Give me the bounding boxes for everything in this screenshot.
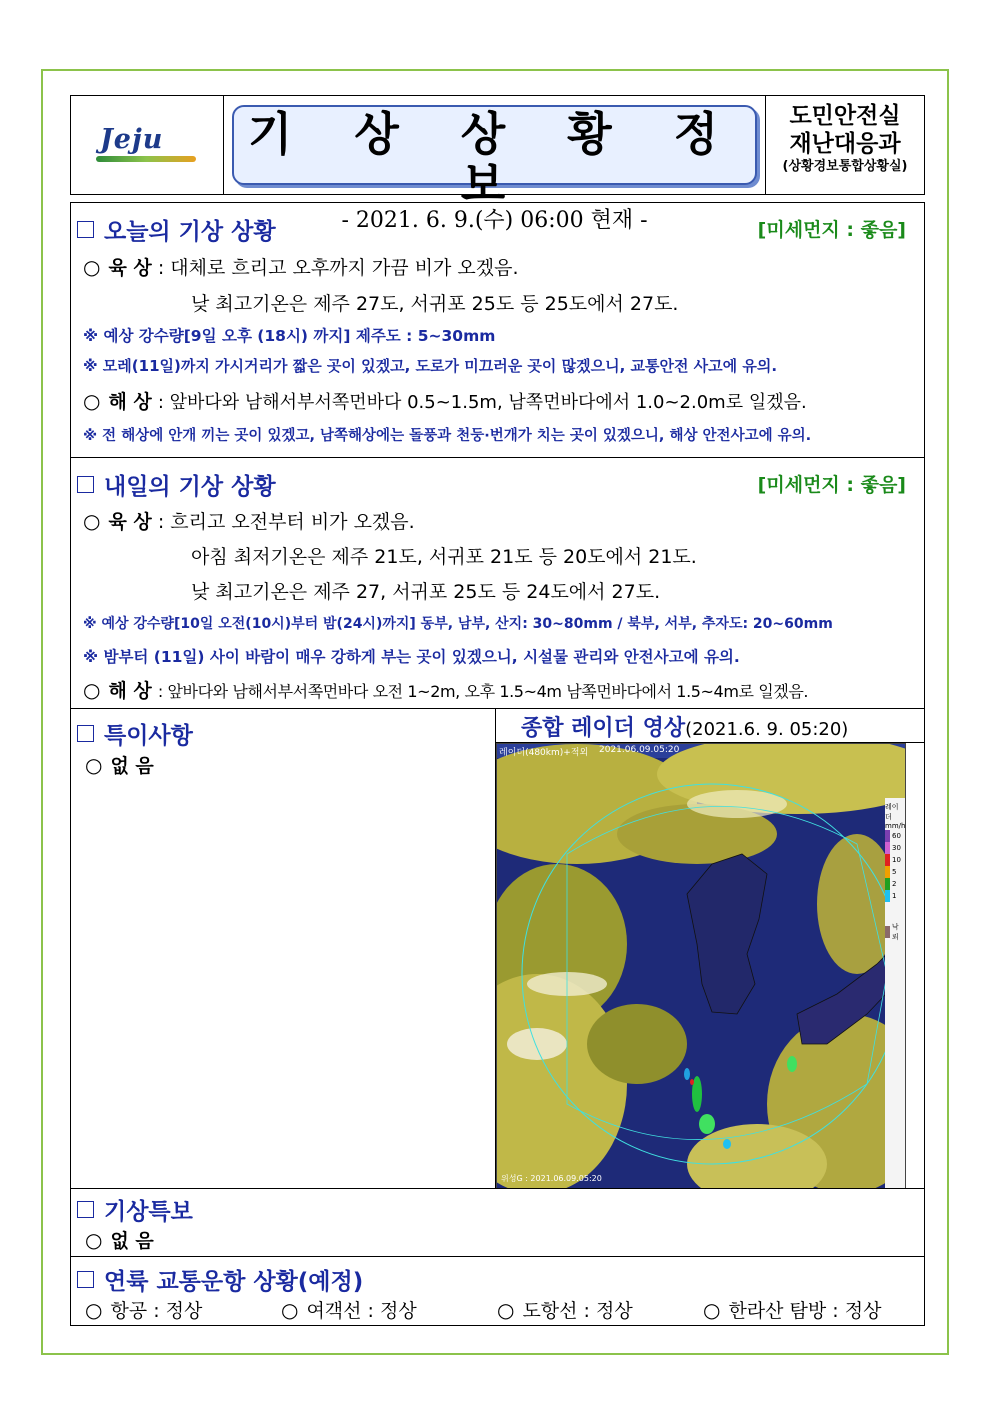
scale-label: 5 [892, 868, 897, 876]
radar-caption-right: 2021.06.09.05:20 [599, 745, 680, 755]
warning-item-text: 없 음 [110, 1230, 154, 1252]
warning-title-text: 기상특보 [104, 1199, 193, 1225]
circle-bullet-icon: ○ [281, 1298, 299, 1322]
traffic-item-island-ferry [497, 1296, 633, 1323]
today-note-1: ※ 예상 강수량[9일 오후 (18시) 까지] 제주도 : 5~30mm [83, 327, 496, 345]
radar-footer: 위성G : 2021.06.09.05:20 [501, 1174, 602, 1183]
radar-scale-legend [885, 798, 905, 1188]
checkbox-icon [77, 476, 94, 493]
radar-image [496, 743, 906, 1189]
scale-row [885, 890, 905, 902]
checkbox-icon [77, 1271, 94, 1288]
tomorrow-section-title [77, 468, 276, 501]
divider [71, 708, 924, 709]
traffic-item-hallasan [703, 1296, 881, 1323]
scale-label: 60 [892, 832, 901, 840]
title-box [232, 105, 757, 233]
checkbox-icon [77, 221, 94, 238]
report-body [70, 202, 925, 1326]
circle-bullet-icon: ○ [85, 753, 103, 777]
today-sea-line [83, 387, 807, 414]
circle-bullet-icon: ○ [85, 1298, 103, 1322]
scale-label: 2 [892, 880, 897, 888]
today-land-label: 육 상 [108, 257, 152, 279]
checkbox-icon [77, 1201, 94, 1218]
scale-swatch [885, 842, 890, 854]
circle-bullet-icon: ○ [83, 389, 101, 413]
warning-item [85, 1226, 154, 1253]
page-title: 기 상 상 황 정 보 [247, 107, 742, 211]
special-item-text: 없 음 [110, 755, 154, 777]
tomorrow-land-text-3: 낮 최고기온은 제주 27, 서귀포 25도 등 24도에서 27도. [191, 581, 661, 603]
scale-label: mm/h [885, 822, 906, 830]
scale-row [885, 830, 905, 842]
logo-text: Jeju [100, 124, 164, 155]
special-section-title [77, 717, 193, 750]
today-sea-label: 해 상 [108, 391, 152, 413]
today-land-line [83, 253, 519, 280]
scale-label: 30 [892, 844, 901, 852]
checkbox-icon [77, 725, 94, 742]
tomorrow-land-text-1: : 흐리고 오전부터 비가 오겠음. [157, 511, 415, 533]
traffic-section-title [77, 1263, 363, 1296]
tomorrow-dust-status: [미세먼지 : 좋음] [757, 474, 906, 496]
today-title-text: 오늘의 기상 상황 [104, 219, 276, 245]
traffic-item-text: 여객선 : 정상 [306, 1300, 417, 1322]
tomorrow-note-1: ※ 예상 강수량[10일 오전(10시)부터 밤(24시)까지] 동부, 남부, 산지: 30~80mm / 북부, 서부, 추자도: 20~60mm [83, 616, 833, 632]
radar-title [521, 711, 848, 742]
scale-label: 1 [892, 892, 897, 900]
traffic-item-text: 도항선 : 정상 [522, 1300, 633, 1322]
special-item [85, 751, 154, 778]
circle-bullet-icon: ○ [703, 1298, 721, 1322]
traffic-title-text: 연륙 교통운항 상황(예정) [104, 1269, 364, 1295]
radar-date: (2021.6. 9. 05:20) [685, 719, 849, 740]
tomorrow-sea-label: 해 상 [108, 680, 152, 702]
radar-title-text: 종합 레이더 영상 [521, 716, 686, 741]
tomorrow-land-text-2: 아침 최저기온은 제주 21도, 서귀포 21도 등 20도에서 21도. [191, 546, 697, 568]
scale-label: 낙뢰 [891, 923, 899, 941]
tomorrow-sea-line [83, 676, 808, 703]
divider [71, 1188, 924, 1189]
traffic-item-ferry [281, 1296, 417, 1323]
divider [71, 1256, 924, 1257]
scale-row [885, 854, 905, 866]
warning-section-title [77, 1193, 193, 1226]
circle-bullet-icon: ○ [83, 509, 101, 533]
scale-row [885, 922, 905, 942]
scale-swatch [885, 878, 890, 890]
circle-bullet-icon: ○ [83, 255, 101, 279]
dept-line-3: (상황경보통합상황실) [782, 159, 908, 174]
circle-bullet-icon: ○ [83, 678, 101, 702]
logo-cell [71, 96, 224, 194]
radar-map-graphic [497, 744, 905, 1188]
traffic-item-text: 항공 : 정상 [110, 1300, 203, 1322]
traffic-item-text: 한라산 탐방 : 정상 [728, 1300, 882, 1322]
scale-row [885, 842, 905, 854]
page-subtitle: - 2021. 6. 9.(수) 06:00 현재 - [341, 208, 648, 233]
today-sea-text-1: : 앞바다와 남해서부서쪽먼바다 0.5~1.5m, 남쪽먼바다에서 1.0~2.0m로 일겠음. [157, 392, 807, 413]
scale-swatch [885, 830, 890, 842]
tomorrow-land-label: 육 상 [108, 511, 152, 533]
department-cell [765, 96, 924, 194]
title-cell [224, 96, 765, 233]
tomorrow-land-line [83, 507, 415, 534]
tomorrow-note-2: ※ 밤부터 (11일) 사이 바람이 매우 강하게 부는 곳이 있겠으니, 시설물 관리와 안전사고에 유의. [83, 648, 740, 666]
scale-swatch [885, 866, 890, 878]
scale-row [885, 866, 905, 878]
today-land-text-1: : 대체로 흐리고 오후까지 가끔 비가 오겠음. [157, 257, 519, 279]
circle-bullet-icon: ○ [85, 1228, 103, 1252]
today-section-title [77, 213, 276, 246]
scale-swatch [885, 854, 890, 866]
tomorrow-sea-text-1: : 앞바다와 남해서부서쪽먼바다 오전 1~2m, 오후 1.5~4m 남쪽먼바다에서 1.5~4m로 일겠음. [157, 682, 809, 701]
scale-row [885, 878, 905, 890]
tomorrow-title-text: 내일의 기상 상황 [104, 474, 276, 500]
scale-swatch [885, 926, 890, 938]
scale-swatch [885, 890, 890, 902]
divider [71, 457, 924, 458]
today-note-3: ※ 전 해상에 안개 끼는 곳이 있겠고, 남쪽해상에는 돌풍과 천둥·번개가 치는 곳이 있겠으니, 해상 안전사고에 유의. [83, 428, 812, 444]
traffic-item-air [85, 1296, 202, 1323]
scale-label: 10 [892, 856, 901, 864]
scale-label: 레이더 [885, 803, 899, 821]
jeju-logo [92, 120, 202, 170]
special-title-text: 특이사항 [104, 723, 193, 749]
logo-swoosh-icon [96, 156, 196, 162]
dept-line-1: 도민안전실 [789, 103, 901, 129]
today-note-2: ※ 모레(11일)까지 가시거리가 짧은 곳이 있겠고, 도로가 미끄러운 곳이 많겠으니, 교통안전 사고에 유의. [83, 357, 778, 375]
dept-line-2: 재난대응과 [789, 131, 901, 157]
radar-caption-left: 레이더(480km)+적외 [499, 748, 589, 758]
today-dust-status: [미세먼지 : 좋음] [757, 219, 906, 241]
circle-bullet-icon: ○ [497, 1298, 515, 1322]
today-land-text-2: 낮 최고기온은 제주 27도, 서귀포 25도 등 25도에서 27도. [191, 293, 679, 315]
